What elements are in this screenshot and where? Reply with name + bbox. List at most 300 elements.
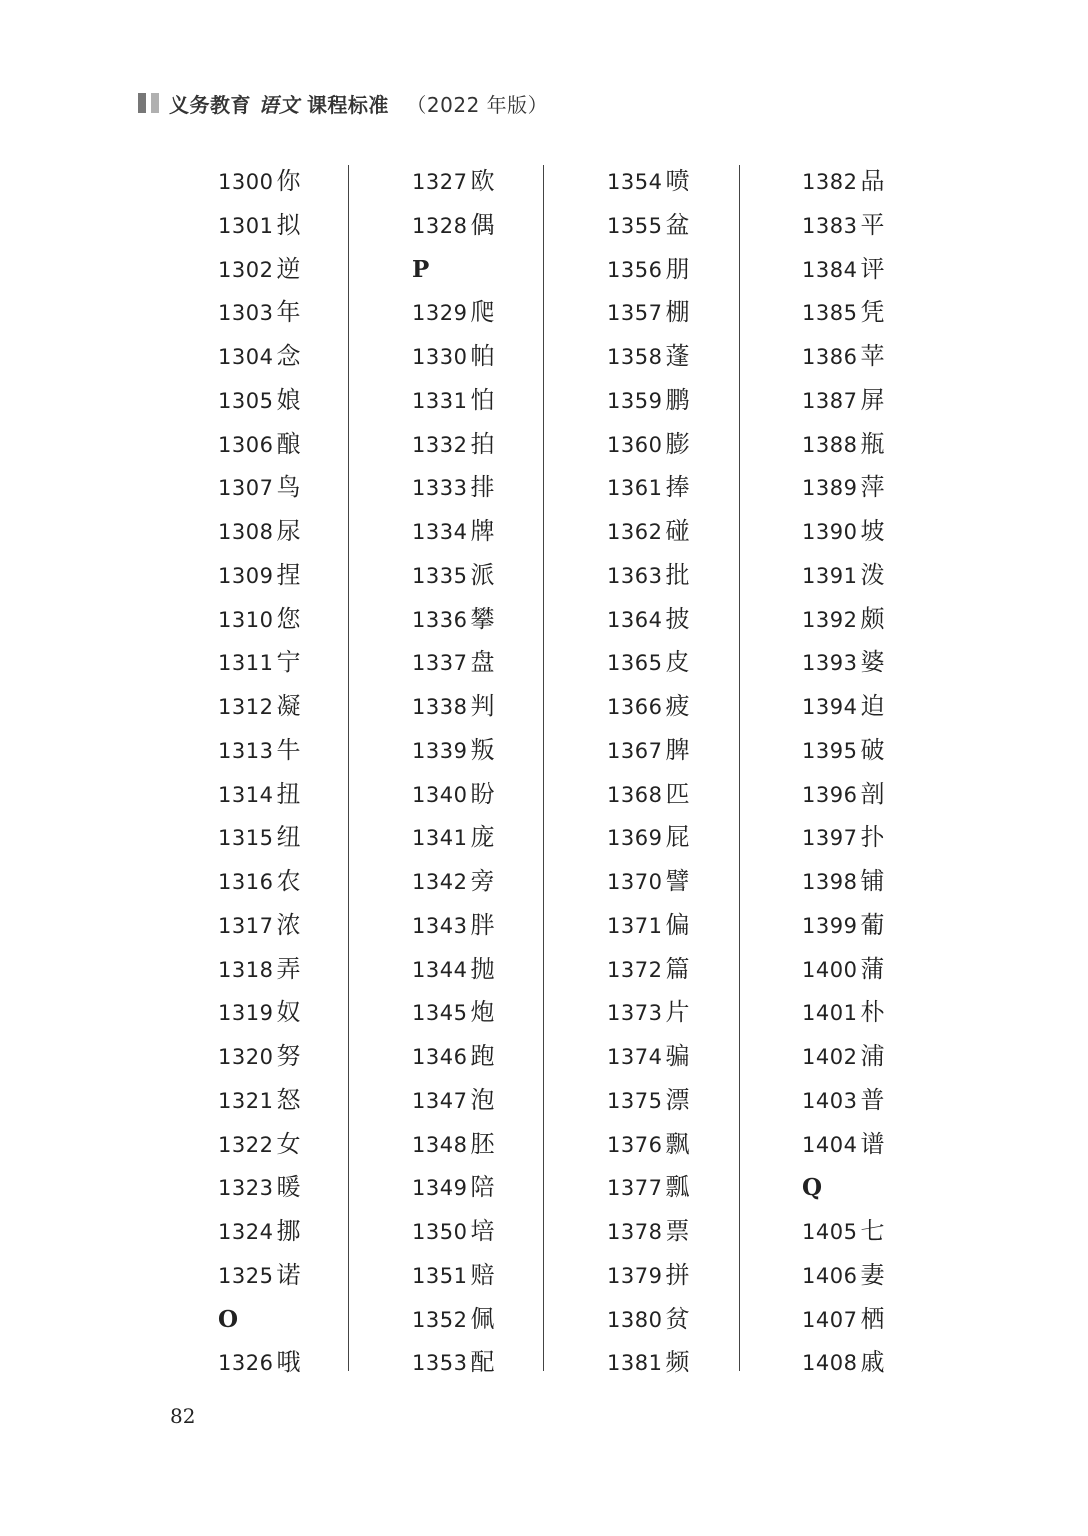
entry-character: 喷 bbox=[665, 167, 690, 195]
entry-character: 蓬 bbox=[665, 342, 690, 370]
entry-character: 飘 bbox=[665, 1129, 690, 1158]
character-entry bbox=[607, 1341, 747, 1385]
entry-character: 浦 bbox=[860, 1042, 885, 1070]
character-entry bbox=[607, 160, 747, 204]
entry-number: 1364 bbox=[607, 607, 663, 632]
entry-number: 1355 bbox=[607, 213, 663, 238]
section-letter: Q bbox=[802, 1174, 823, 1202]
character-entry bbox=[607, 1079, 747, 1123]
entry-character: 鸟 bbox=[276, 473, 301, 502]
entry-character: 浓 bbox=[276, 910, 301, 939]
entry-number: 1305 bbox=[218, 388, 274, 413]
character-entry bbox=[412, 860, 552, 904]
character-entry bbox=[412, 1079, 552, 1123]
character-entry bbox=[607, 1123, 747, 1167]
entry-number: 1325 bbox=[218, 1263, 274, 1288]
character-entry bbox=[802, 773, 942, 817]
character-entry bbox=[802, 598, 942, 642]
character-entry bbox=[218, 991, 358, 1035]
entry-character: 胚 bbox=[470, 1129, 495, 1158]
entry-character: 挪 bbox=[276, 1217, 301, 1245]
character-entry bbox=[802, 860, 942, 904]
character-entry bbox=[218, 1123, 358, 1167]
character-entry bbox=[607, 773, 747, 817]
character-entry bbox=[218, 335, 358, 379]
entry-number: 1376 bbox=[607, 1132, 663, 1157]
entry-character: 佩 bbox=[470, 1304, 495, 1333]
entry-character: 膨 bbox=[665, 429, 690, 458]
entry-character: 您 bbox=[276, 604, 301, 633]
character-entry bbox=[218, 948, 358, 992]
column-divider bbox=[348, 165, 349, 1371]
entry-number: 1345 bbox=[412, 1001, 468, 1026]
entry-number: 1392 bbox=[802, 607, 858, 632]
entry-number: 1385 bbox=[802, 301, 858, 326]
entry-number: 1307 bbox=[218, 476, 274, 501]
character-entry bbox=[802, 991, 942, 1035]
entry-number: 1402 bbox=[802, 1045, 858, 1069]
header-title bbox=[169, 89, 548, 118]
character-entry bbox=[412, 466, 552, 510]
character-entry bbox=[218, 248, 358, 292]
entry-character: 皮 bbox=[665, 648, 690, 677]
entry-character: 朋 bbox=[665, 254, 690, 283]
entry-number: 1405 bbox=[802, 1220, 858, 1244]
character-entry bbox=[607, 1298, 747, 1342]
character-entry bbox=[802, 1035, 942, 1079]
entry-character: 培 bbox=[470, 1217, 495, 1245]
entry-number: 1324 bbox=[218, 1220, 274, 1244]
entry-character: 怕 bbox=[470, 385, 495, 414]
character-entry bbox=[802, 1254, 942, 1298]
entry-character: 尿 bbox=[276, 517, 301, 545]
entry-character: 屁 bbox=[665, 823, 690, 852]
entry-character: 漂 bbox=[665, 1085, 690, 1114]
entry-number: 1353 bbox=[412, 1351, 468, 1376]
entry-character: 频 bbox=[665, 1348, 690, 1377]
character-entry bbox=[607, 466, 747, 510]
entry-number: 1398 bbox=[802, 870, 858, 894]
entry-character: 铺 bbox=[860, 867, 885, 895]
entry-number: 1397 bbox=[802, 826, 858, 851]
character-entry bbox=[802, 1123, 942, 1167]
entry-number: 1342 bbox=[412, 870, 468, 894]
entry-character: 瓶 bbox=[860, 429, 885, 458]
character-entry bbox=[412, 291, 552, 335]
entry-character: 坡 bbox=[860, 517, 885, 545]
entry-number: 1326 bbox=[218, 1351, 274, 1376]
entry-character: 拼 bbox=[665, 1260, 690, 1289]
character-entry bbox=[607, 685, 747, 729]
character-column-3 bbox=[607, 160, 747, 1385]
entry-number: 1407 bbox=[802, 1307, 858, 1332]
entry-number: 1352 bbox=[412, 1307, 468, 1332]
entry-number: 1360 bbox=[607, 432, 663, 457]
entry-character: 迫 bbox=[860, 692, 885, 720]
character-entry bbox=[607, 554, 747, 598]
entry-number: 1394 bbox=[802, 695, 858, 719]
entry-character: 疲 bbox=[665, 692, 690, 720]
entry-character: 匹 bbox=[665, 779, 690, 808]
character-entry bbox=[218, 291, 358, 335]
entry-character: 抛 bbox=[470, 954, 495, 983]
entry-number: 1347 bbox=[412, 1088, 468, 1113]
entry-character: 破 bbox=[860, 735, 885, 764]
entry-number: 1320 bbox=[218, 1045, 274, 1069]
entry-character: 捧 bbox=[665, 473, 690, 502]
entry-character: 品 bbox=[860, 167, 885, 195]
character-entry bbox=[607, 729, 747, 773]
entry-character: 瓢 bbox=[665, 1173, 690, 1202]
entry-character: 爬 bbox=[470, 298, 495, 327]
character-entry bbox=[802, 904, 942, 948]
entry-number: 1311 bbox=[218, 651, 274, 676]
entry-character: 酿 bbox=[276, 429, 301, 458]
entry-number: 1386 bbox=[802, 345, 858, 369]
character-entry bbox=[607, 1210, 747, 1254]
entry-character: 叛 bbox=[470, 735, 495, 764]
entry-number: 1300 bbox=[218, 170, 274, 194]
character-entry bbox=[802, 554, 942, 598]
character-entry bbox=[412, 335, 552, 379]
entry-number: 1358 bbox=[607, 345, 663, 369]
entry-character: 偶 bbox=[470, 210, 495, 239]
entry-number: 1332 bbox=[412, 432, 468, 457]
entry-character: 帕 bbox=[470, 342, 495, 370]
entry-number: 1371 bbox=[607, 913, 663, 938]
entry-character: 朴 bbox=[860, 998, 885, 1027]
entry-character: 泼 bbox=[860, 560, 885, 589]
character-entry bbox=[218, 1166, 358, 1210]
entry-character: 颇 bbox=[860, 604, 885, 633]
entry-number: 1359 bbox=[607, 388, 663, 413]
character-entry bbox=[218, 1210, 358, 1254]
entry-character: 赔 bbox=[470, 1260, 495, 1289]
entry-character: 攀 bbox=[470, 604, 495, 633]
entry-character: 判 bbox=[470, 692, 495, 720]
entry-character: 剖 bbox=[860, 779, 885, 808]
character-entry bbox=[218, 598, 358, 642]
character-entry bbox=[607, 991, 747, 1035]
entry-character: 奴 bbox=[276, 998, 301, 1027]
entry-number: 1314 bbox=[218, 782, 274, 807]
character-entry bbox=[802, 816, 942, 860]
character-entry bbox=[412, 1210, 552, 1254]
entry-number: 1334 bbox=[412, 520, 468, 544]
character-column-1 bbox=[218, 160, 358, 1385]
entry-number: 1323 bbox=[218, 1176, 274, 1201]
entry-number: 1381 bbox=[607, 1351, 663, 1376]
entry-number: 1301 bbox=[218, 213, 274, 238]
entry-character: 拍 bbox=[470, 429, 495, 458]
entry-number: 1406 bbox=[802, 1263, 858, 1288]
character-entry bbox=[607, 379, 747, 423]
character-entry bbox=[802, 641, 942, 685]
entry-character: 评 bbox=[860, 254, 885, 283]
entry-number: 1321 bbox=[218, 1088, 274, 1113]
entry-character: 平 bbox=[860, 210, 885, 239]
entry-character: 苹 bbox=[860, 342, 885, 370]
entry-number: 1309 bbox=[218, 563, 274, 588]
entry-number: 1344 bbox=[412, 957, 468, 982]
entry-character: 纽 bbox=[276, 823, 301, 852]
entry-character: 牌 bbox=[470, 517, 495, 545]
entry-character: 贫 bbox=[665, 1304, 690, 1333]
entry-number: 1401 bbox=[802, 1001, 858, 1026]
character-entry bbox=[802, 204, 942, 248]
entry-number: 1380 bbox=[607, 1307, 663, 1332]
character-entry bbox=[412, 1341, 552, 1385]
entry-character: 念 bbox=[276, 342, 301, 370]
entry-number: 1367 bbox=[607, 738, 663, 763]
entry-character: 排 bbox=[470, 473, 495, 502]
entry-character: 披 bbox=[665, 604, 690, 633]
entry-number: 1335 bbox=[412, 563, 468, 588]
entry-number: 1387 bbox=[802, 388, 858, 413]
character-entry bbox=[218, 1079, 358, 1123]
character-entry bbox=[412, 598, 552, 642]
entry-number: 1310 bbox=[218, 607, 274, 632]
entry-number: 1361 bbox=[607, 476, 663, 501]
entry-number: 1388 bbox=[802, 432, 858, 457]
entry-character: 七 bbox=[860, 1217, 885, 1245]
character-entry bbox=[412, 379, 552, 423]
header-title-part1: 义务教育 bbox=[169, 92, 251, 117]
character-entry bbox=[412, 1298, 552, 1342]
entry-character: 娘 bbox=[276, 385, 301, 414]
header-title-italic: 语文 bbox=[258, 92, 300, 117]
character-entry bbox=[607, 204, 747, 248]
entry-number: 1372 bbox=[607, 957, 663, 982]
entry-number: 1333 bbox=[412, 476, 468, 501]
character-entry bbox=[802, 248, 942, 292]
entry-character: 庞 bbox=[470, 823, 495, 852]
entry-number: 1337 bbox=[412, 651, 468, 676]
entry-character: 哦 bbox=[276, 1348, 301, 1377]
entry-number: 1340 bbox=[412, 782, 468, 807]
entry-character: 片 bbox=[665, 998, 690, 1027]
entry-character: 暖 bbox=[276, 1173, 301, 1202]
entry-number: 1308 bbox=[218, 520, 274, 544]
entry-number: 1400 bbox=[802, 957, 858, 982]
entry-character: 宁 bbox=[276, 648, 301, 677]
character-entry bbox=[218, 423, 358, 467]
entry-number: 1373 bbox=[607, 1001, 663, 1026]
character-entry bbox=[412, 948, 552, 992]
character-entry bbox=[412, 773, 552, 817]
character-entry bbox=[607, 641, 747, 685]
entry-number: 1306 bbox=[218, 432, 274, 457]
character-column-2 bbox=[412, 160, 552, 1385]
entry-number: 1357 bbox=[607, 301, 663, 326]
entry-character: 泡 bbox=[470, 1085, 495, 1114]
entry-character: 盘 bbox=[470, 648, 495, 677]
character-entry bbox=[218, 685, 358, 729]
entry-character: 凝 bbox=[276, 692, 301, 720]
column-divider bbox=[739, 165, 740, 1371]
character-entry bbox=[218, 160, 358, 204]
entry-character: 年 bbox=[276, 298, 301, 327]
character-entry bbox=[218, 1341, 358, 1385]
character-entry bbox=[412, 160, 552, 204]
entry-number: 1350 bbox=[412, 1220, 468, 1244]
character-entry bbox=[218, 554, 358, 598]
character-entry bbox=[802, 1341, 942, 1385]
running-header bbox=[138, 90, 548, 116]
entry-character: 篇 bbox=[665, 954, 690, 983]
entry-character: 派 bbox=[470, 560, 495, 589]
entry-number: 1313 bbox=[218, 738, 274, 763]
character-entry bbox=[607, 510, 747, 554]
entry-number: 1395 bbox=[802, 738, 858, 763]
entry-number: 1404 bbox=[802, 1132, 858, 1157]
entry-character: 批 bbox=[665, 560, 690, 589]
entry-character: 蒲 bbox=[860, 954, 885, 983]
character-entry bbox=[802, 1298, 942, 1342]
entry-character: 配 bbox=[470, 1348, 495, 1377]
entry-character: 农 bbox=[276, 867, 301, 895]
entry-number: 1331 bbox=[412, 388, 468, 413]
entry-number: 1365 bbox=[607, 651, 663, 676]
character-entry bbox=[412, 1166, 552, 1210]
character-entry bbox=[802, 510, 942, 554]
entry-character: 盼 bbox=[470, 779, 495, 808]
character-entry bbox=[607, 816, 747, 860]
entry-number: 1304 bbox=[218, 345, 274, 369]
entry-character: 棚 bbox=[665, 298, 690, 327]
character-entry bbox=[218, 904, 358, 948]
entry-number: 1329 bbox=[412, 301, 468, 326]
character-entry bbox=[607, 1254, 747, 1298]
entry-number: 1382 bbox=[802, 170, 858, 194]
section-letter: P bbox=[412, 255, 430, 283]
entry-number: 1348 bbox=[412, 1132, 468, 1157]
character-entry bbox=[412, 423, 552, 467]
character-entry bbox=[802, 685, 942, 729]
entry-number: 1375 bbox=[607, 1088, 663, 1113]
character-entry bbox=[218, 641, 358, 685]
entry-character: 扑 bbox=[860, 823, 885, 852]
entry-character: 屏 bbox=[860, 385, 885, 414]
character-entry bbox=[412, 729, 552, 773]
character-entry bbox=[607, 948, 747, 992]
character-entry bbox=[802, 948, 942, 992]
character-entry bbox=[802, 1079, 942, 1123]
entry-number: 1363 bbox=[607, 563, 663, 588]
character-entry bbox=[412, 1123, 552, 1167]
entry-number: 1390 bbox=[802, 520, 858, 544]
entry-character: 弄 bbox=[276, 954, 301, 983]
character-entry bbox=[218, 379, 358, 423]
entry-character: 你 bbox=[276, 167, 301, 195]
entry-character: 怒 bbox=[276, 1085, 301, 1114]
entry-number: 1312 bbox=[218, 695, 274, 719]
character-entry bbox=[607, 860, 747, 904]
entry-number: 1319 bbox=[218, 1001, 274, 1026]
entry-character: 胖 bbox=[470, 910, 495, 939]
entry-character: 谱 bbox=[860, 1129, 885, 1158]
entry-character: 票 bbox=[665, 1217, 690, 1245]
entry-character: 脾 bbox=[665, 735, 690, 764]
character-entry bbox=[412, 510, 552, 554]
entry-character: 努 bbox=[276, 1042, 301, 1070]
character-entry bbox=[218, 773, 358, 817]
character-entry bbox=[607, 1166, 747, 1210]
character-entry bbox=[802, 291, 942, 335]
character-entry bbox=[218, 1035, 358, 1079]
character-entry bbox=[218, 204, 358, 248]
character-entry bbox=[412, 991, 552, 1035]
entry-character: 跑 bbox=[470, 1042, 495, 1070]
character-entry bbox=[802, 1210, 942, 1254]
entry-character: 妻 bbox=[860, 1260, 885, 1289]
entry-character: 女 bbox=[276, 1129, 301, 1158]
entry-number: 1351 bbox=[412, 1263, 468, 1288]
character-entry bbox=[412, 685, 552, 729]
header-bar-dark bbox=[138, 93, 146, 113]
character-entry bbox=[607, 291, 747, 335]
entry-number: 1370 bbox=[607, 870, 663, 894]
entry-number: 1368 bbox=[607, 782, 663, 807]
entry-character: 旁 bbox=[470, 867, 495, 895]
entry-character: 陪 bbox=[470, 1173, 495, 1202]
entry-character: 炮 bbox=[470, 998, 495, 1027]
entry-number: 1338 bbox=[412, 695, 468, 719]
entry-number: 1327 bbox=[412, 170, 468, 194]
entry-character: 盆 bbox=[665, 210, 690, 239]
entry-character: 偏 bbox=[665, 910, 690, 939]
entry-character: 诺 bbox=[276, 1260, 301, 1289]
entry-character: 凭 bbox=[860, 298, 885, 327]
entry-character: 逆 bbox=[276, 254, 301, 283]
entry-number: 1366 bbox=[607, 695, 663, 719]
header-title-part2: 课程标准 bbox=[306, 92, 389, 117]
character-entry bbox=[218, 466, 358, 510]
entry-number: 1322 bbox=[218, 1132, 274, 1157]
entry-character: 戚 bbox=[860, 1348, 885, 1377]
entry-number: 1330 bbox=[412, 345, 468, 369]
entry-number: 1339 bbox=[412, 738, 468, 763]
entry-number: 1346 bbox=[412, 1045, 468, 1069]
character-entry bbox=[412, 1035, 552, 1079]
entry-number: 1374 bbox=[607, 1045, 663, 1069]
character-entry bbox=[607, 1035, 747, 1079]
entry-number: 1316 bbox=[218, 870, 274, 894]
entry-number: 1391 bbox=[802, 563, 858, 588]
character-entry bbox=[218, 816, 358, 860]
character-entry bbox=[412, 641, 552, 685]
character-entry bbox=[607, 335, 747, 379]
character-entry bbox=[412, 1254, 552, 1298]
entry-character: 栖 bbox=[860, 1304, 885, 1333]
character-entry bbox=[607, 598, 747, 642]
character-entry bbox=[218, 1254, 358, 1298]
entry-number: 1389 bbox=[802, 476, 858, 501]
character-entry bbox=[802, 466, 942, 510]
entry-character: 碰 bbox=[665, 517, 690, 545]
page-number: 82 bbox=[170, 1404, 196, 1428]
entry-number: 1336 bbox=[412, 607, 468, 632]
character-entry bbox=[802, 423, 942, 467]
entry-character: 譬 bbox=[665, 867, 690, 895]
character-entry bbox=[218, 729, 358, 773]
character-entry bbox=[607, 904, 747, 948]
entry-character: 捏 bbox=[276, 560, 301, 589]
character-entry bbox=[412, 554, 552, 598]
entry-number: 1318 bbox=[218, 957, 274, 982]
entry-number: 1349 bbox=[412, 1176, 468, 1201]
entry-character: 扭 bbox=[276, 779, 301, 808]
